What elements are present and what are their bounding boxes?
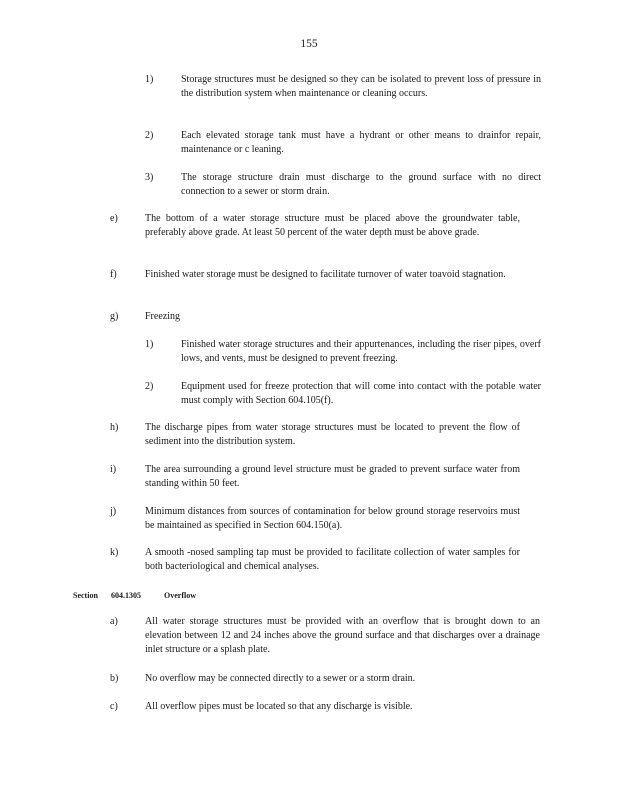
item-text: Freezing (145, 311, 180, 322)
item-text: Storage structures must be designed so they can be isolated to prevent loss of pressure in the distribution system when maintenance or cleaning occurs. (181, 74, 541, 99)
item-text: All overflow pipes must be located so that any discharge is visible. (145, 701, 413, 712)
item-label: g) (110, 311, 119, 322)
item-text: The bottom of a water storage structure must be placed above the groundwater table, preferably above grade. At least 50 percent of the water depth must be above grade. (145, 213, 520, 238)
item-label: e) (110, 213, 118, 224)
item-text: Minimum distances from sources of contamination for below ground storage reservoirs must be maintained as specified in Section 604.150(a). (145, 506, 520, 531)
item-text: No overflow may be connected directly to a sewer or a storm drain. (145, 673, 416, 684)
section-title: Overflow (164, 591, 196, 600)
item-label: f) (110, 269, 117, 280)
item-label: 2) (145, 130, 154, 141)
item-text: Each elevated storage tank must have a hydrant or other means to drainfor repair, maintenance or c leaning. (181, 130, 541, 155)
section-word: Section (73, 591, 98, 600)
item-label: b) (110, 673, 119, 684)
item-label: h) (110, 422, 119, 433)
section-number: 604.1305 (111, 591, 141, 600)
item-text: A smooth -nosed sampling tap must be provided to facilitate collection of water samples for both bacteriological and chemical analyses. (145, 547, 520, 572)
page-number: 155 (300, 38, 318, 50)
item-text: The area surrounding a ground level structure must be graded to prevent surface water from standing within 50 feet. (145, 464, 520, 489)
item-text: Finished water storage must be designed to facilitate turnover of water toavoid stagnation. (145, 269, 506, 280)
item-label: j) (110, 506, 117, 517)
item-label: 3) (145, 172, 154, 183)
item-text: Finished water storage structures and their appurtenances, including the riser pipes, overf lows, and vents, must be designed to prevent freezing. (181, 339, 541, 364)
item-label: a) (110, 616, 118, 627)
item-label: 1) (145, 74, 154, 85)
item-text: All water storage structures must be provided with an overflow that is brought down to an elevation between 12 and 24 inches above the ground surface and that discharges over a drainage inlet structure or a splash plate. (145, 616, 540, 655)
item-label: 2) (145, 381, 154, 392)
item-text: The discharge pipes from water storage structures must be located to prevent the flow of sediment into the distribution system. (145, 422, 520, 447)
item-label: i) (110, 464, 117, 475)
item-text: Equipment used for freeze protection that will come into contact with the potable water must comply with Section 604.105(f). (181, 381, 541, 406)
item-label: 1) (145, 339, 154, 350)
item-text: The storage structure drain must discharge to the ground surface with no direct connection to a sewer or storm drain. (181, 172, 541, 197)
item-label: k) (110, 547, 119, 558)
item-label: c) (110, 701, 118, 712)
